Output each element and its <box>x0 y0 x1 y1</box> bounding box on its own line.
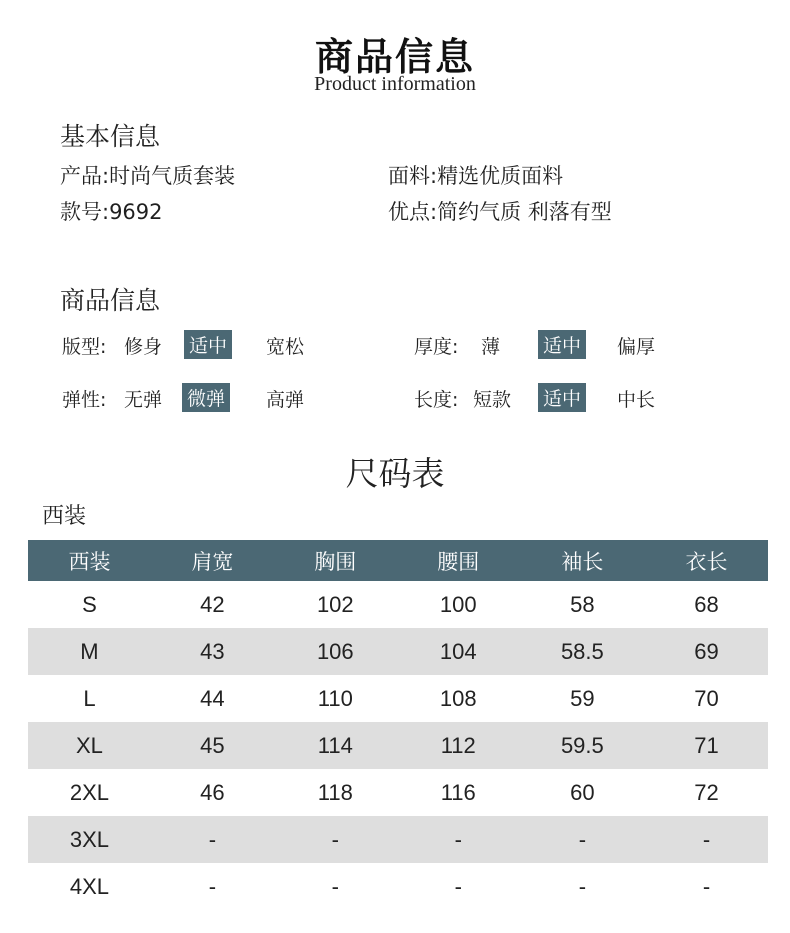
cell-waist: - <box>454 873 462 899</box>
cell-length: 69 <box>645 628 768 675</box>
cell-chest: 118 <box>317 779 353 805</box>
size-table-header-row <box>28 540 768 581</box>
table-row <box>28 581 768 628</box>
cell-chest: 106 <box>274 628 397 675</box>
table-row <box>28 675 768 722</box>
table-row <box>28 863 768 910</box>
page-title: 商品信息 <box>314 34 475 79</box>
table-row <box>28 628 768 675</box>
fit-option-regular-selected: 适中 <box>184 330 232 359</box>
thickness-option-medium-selected: 适中 <box>538 330 586 359</box>
cell-sleeve: 58.5 <box>520 628 645 675</box>
thickness-label: 厚度: <box>414 336 459 358</box>
cell-size: M <box>28 628 151 675</box>
size-chart-title: 尺码表 <box>345 454 445 493</box>
cell-length: 72 <box>694 779 719 805</box>
elasticity-option-high: 高弹 <box>266 389 305 411</box>
cell-length: - <box>645 816 768 863</box>
cell-size: XL <box>28 722 151 769</box>
cell-sleeve: 60 <box>570 779 595 805</box>
cell-waist: - <box>397 816 520 863</box>
cell-length: 71 <box>645 722 768 769</box>
length-label: 长度: <box>414 389 459 411</box>
cell-sleeve: 59.5 <box>520 722 645 769</box>
cell-shoulder: 42 <box>200 591 225 617</box>
cell-shoulder: 44 <box>200 685 225 711</box>
cell-chest: 102 <box>316 591 354 617</box>
cell-length: - <box>702 873 711 899</box>
cell-shoulder: - <box>208 873 217 899</box>
length-option-short: 短款 <box>473 389 512 411</box>
thickness-option-thick: 偏厚 <box>617 336 656 358</box>
fit-option-slim: 修身 <box>124 336 163 358</box>
basic-info-title: 基本信息 <box>60 122 161 151</box>
cell-sleeve: - <box>520 816 645 863</box>
length-option-mid-long: 中长 <box>617 389 656 411</box>
table-row <box>28 769 768 816</box>
header-waist: 腰围 <box>397 540 520 581</box>
cell-shoulder: 45 <box>151 722 274 769</box>
cell-shoulder: 43 <box>151 628 274 675</box>
cell-length: 70 <box>694 685 719 711</box>
cell-chest: 110 <box>317 685 353 711</box>
cell-size: 3XL <box>28 816 151 863</box>
cell-size: L <box>83 685 96 711</box>
style-number: 款号:9692 <box>60 200 163 224</box>
elasticity-option-none: 无弹 <box>124 389 163 411</box>
cell-size: 4XL <box>69 873 110 899</box>
cell-size: 2XL <box>69 779 110 805</box>
cell-chest: 114 <box>274 722 397 769</box>
fit-label: 版型: <box>62 336 107 358</box>
cell-waist: 112 <box>397 722 520 769</box>
elasticity-label: 弹性: <box>62 389 107 411</box>
cell-waist: 100 <box>439 591 477 617</box>
product-name: 产品:时尚气质套装 <box>60 164 236 188</box>
header-sleeve: 袖长 <box>520 540 645 581</box>
highlights: 优点:简约气质 利落有型 <box>388 200 612 224</box>
cell-shoulder: - <box>151 816 274 863</box>
cell-sleeve: 58 <box>570 591 595 617</box>
fit-option-loose: 宽松 <box>266 336 305 358</box>
page-subtitle: Product information <box>314 73 476 95</box>
cell-sleeve: - <box>578 873 587 899</box>
size-chart-category: 西装 <box>42 504 87 529</box>
cell-waist: 104 <box>397 628 520 675</box>
size-table <box>28 540 768 910</box>
thickness-option-thin: 薄 <box>481 336 501 358</box>
table-row <box>28 722 768 769</box>
header-size: 西装 <box>28 540 151 581</box>
header-shoulder: 肩宽 <box>151 540 274 581</box>
product-info-title: 商品信息 <box>60 286 161 315</box>
cell-chest: - <box>274 816 397 863</box>
table-row <box>28 816 768 863</box>
header-length: 衣长 <box>645 540 768 581</box>
length-option-medium-selected: 适中 <box>538 383 586 412</box>
fabric-info: 面料:精选优质面料 <box>388 164 564 188</box>
cell-shoulder: 46 <box>200 779 225 805</box>
header-chest: 胸围 <box>274 540 397 581</box>
elasticity-option-slight-selected: 微弹 <box>182 383 230 412</box>
cell-waist: 116 <box>440 779 476 805</box>
cell-size: S <box>82 591 97 617</box>
cell-waist: 108 <box>439 685 477 711</box>
cell-length: 68 <box>694 591 719 617</box>
cell-sleeve: 59 <box>570 685 595 711</box>
cell-chest: - <box>331 873 339 899</box>
